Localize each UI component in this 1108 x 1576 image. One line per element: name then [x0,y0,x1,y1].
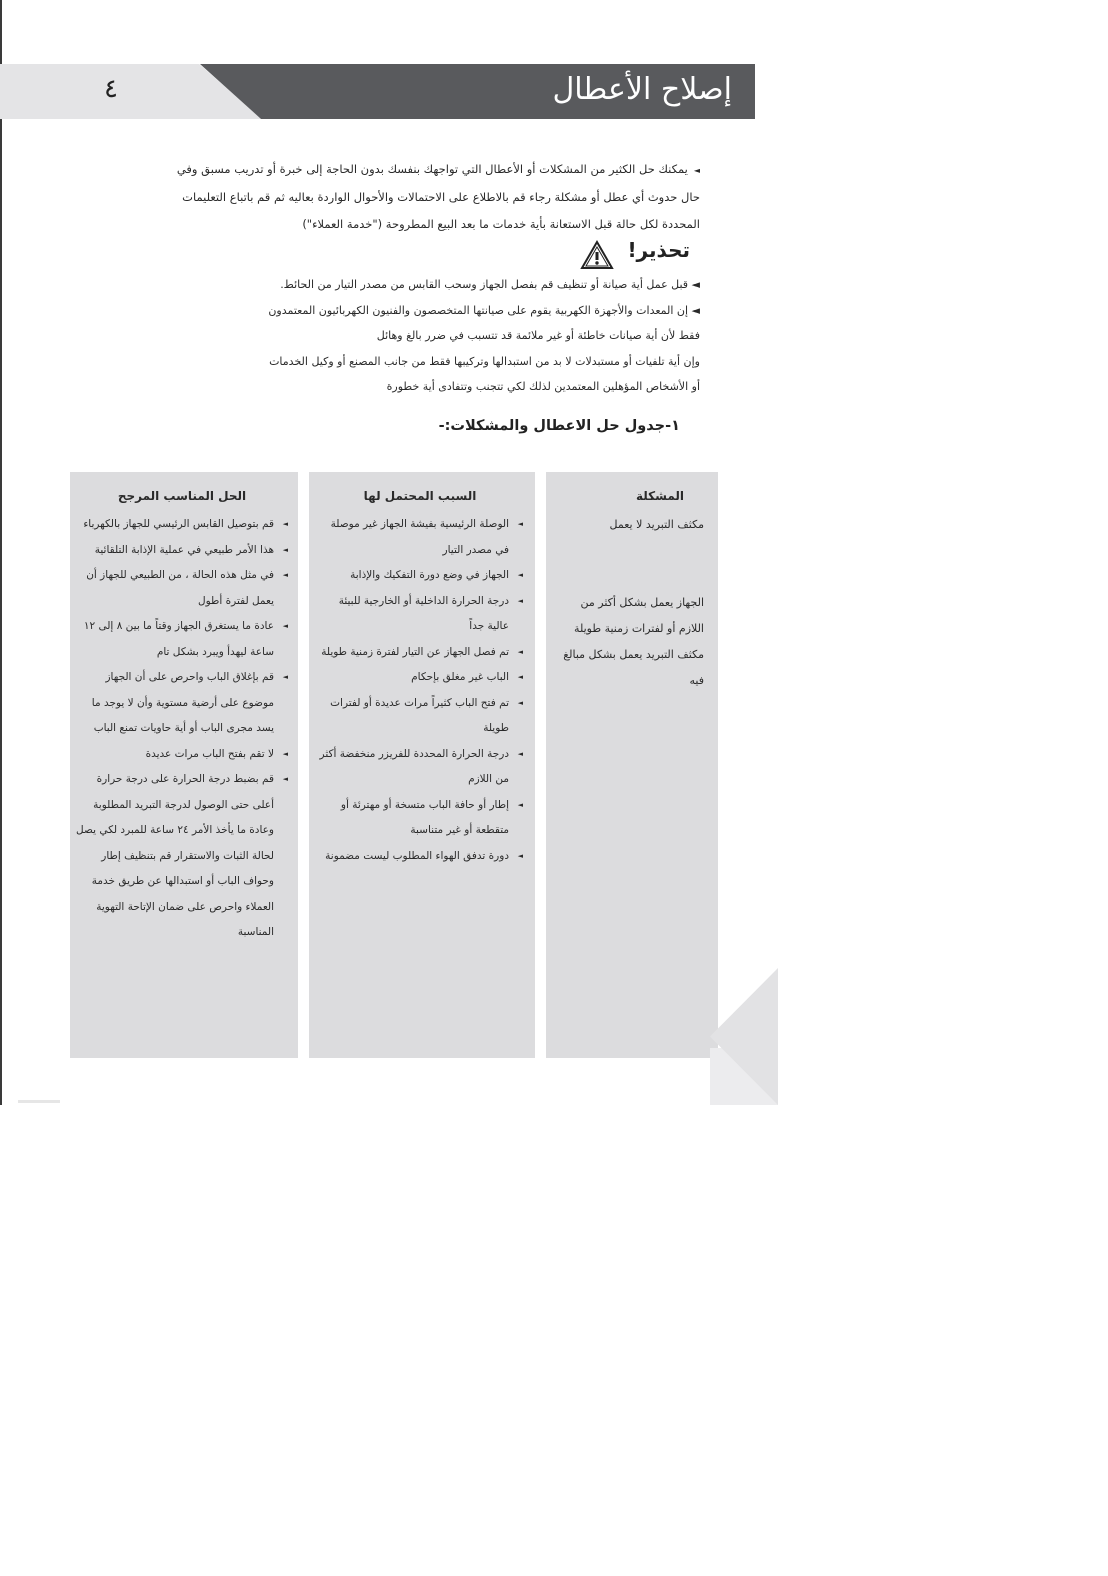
solution-item: ◄ هذا الأمر طبيعي في عملية الإذابة التلقائية [76,538,288,564]
cause-column [309,472,535,1058]
cause-item: ◄ دورة تدفق الهواء المطلوب ليست مضمونة [317,844,523,870]
warning-item: وإن أية تلفيات أو مستبدلات لا بد من استبدالها وتركيبها فقط من جانب المصنع أو وكيل الخدمات [269,354,700,368]
cause-item: ◄ إطار أو حافة الباب متسخة أو مهترئة أو متقطعة أو غير متناسبة [317,793,523,844]
page-number: ٤ [104,74,118,104]
cause-item: ◄ الجهاز في وضع دورة التفكيك والإذابة [317,563,523,589]
cause-item: ◄ درجة الحرارة المحددة للفريزر منخفضة أكثر من اللازم [317,742,523,793]
intro-line: حال حدوث أي عطل أو مشكلة رجاء قم بالاطلاع على الاحتمالات والأحوال الواردة بعاليه ثم قم باتباع التعليمات [182,190,700,204]
section-heading: ١-جدول حل الاعطال والمشكلات:- [438,418,680,434]
problem-item: مكثف التبريد لا يعمل [609,518,704,531]
cause-header: السبب المحتمل لها [363,489,477,503]
warning-heading [560,238,690,272]
problem-header: المشكلة [635,489,684,503]
solution-header: الحل المناسب المرجح [117,489,247,503]
bullet-arrow-icon: ◄ [693,166,700,175]
warning-item: أو الأشخاص المؤهلين المعتمدين لذلك لكي تتجنب وتتفادى أية خطورة [386,380,700,393]
intro-line: المحددة لكل حالة قبل الاستعانة بأية خدمات ما بعد البيع المطروحة ("خدمة العملاء") [302,217,700,231]
cause-item: ◄ الباب غير مغلق بإحكام [317,665,523,691]
warning-item: ◄ إن المعدات والأجهزة الكهربية يقوم على صيانتها المتخصصون والفنيون الكهربائيون المعتمدون [268,303,700,317]
cause-item: ◄ درجة الحرارة الداخلية أو الخارجية للبيئة عالية جداً [317,589,523,640]
warning-title: تحذير! [627,238,690,262]
solution-item: ◄ قم بضبط درجة الحرارة على درجة حرارة أعلى حتى الوصول لدرجة التبريد المطلوبة [76,767,288,818]
solution-item: ◄ في مثل هذه الحالة ، من الطبيعي للجهاز أن يعمل لفترة أطول [76,563,288,614]
page-left-border [0,0,2,1105]
solution-item: ◄ قم بتوصيل القابس الرئيسي للجهاز بالكهرباء [76,512,288,538]
warning-triangle-icon [580,240,614,270]
warning-list [150,272,700,400]
problem-item: مكثف التبريد يعمل بشكل مبالغ فيه [563,648,704,687]
intro-line: ◄يمكنك حل الكثير من المشكلات أو الأعطال التي تواجهك بنفسك بدون الحاجة إلى خبرة أو تدريب مسبق وفي [176,162,700,176]
solution-column [70,472,298,1058]
cause-item: ◄ الوصلة الرئيسية بفيشة الجهاز غير موصلة في مصدر التيار [317,512,523,563]
solution-item: ◄ لا تقم بفتح الباب مرات عديدة [76,742,288,768]
warning-item: ◄ قبل عمل أية صيانة أو تنظيف قم بفصل الجهاز وسحب القابس من مصدر التيار من الحائط. [280,278,700,291]
page-title: إصلاح الأعطال [552,72,732,107]
problem-column [546,472,718,1058]
cause-item: ◄ تم فصل الجهاز عن التيار لفترة زمنية طويلة [317,640,523,666]
problem-item: الجهاز يعمل بشكل أكثر من اللازم أو لفترات زمنية طويلة [574,596,704,635]
cause-item: ◄ تم فتح الباب كثيراً مرات عديدة أو لفترات طويلة [317,691,523,742]
footer-mark [18,1100,60,1103]
warning-item: فقط لأن أية صيانات خاطئة أو غير ملائمة قد تتسبب في ضرر بالغ وهائل [376,329,700,342]
solution-note: وعادة ما يأخذ الأمر ٢٤ ساعة للمبرد لكي يصل لحالة الثبات والاستقرار قم بتنظيف إطار وحواف الباب أو استبدالها عن طريق خدمة العملاء واحرص على ضمان الإتاحة التهوية المناسبة [76,824,274,938]
solution-item: ◄ عادة ما يستغرق الجهاز وقتاً ما بين ٨ إلى ١٢ ساعة ليهدأ ويبرد بشكل تام [76,614,288,665]
solution-item: ◄ قم بإغلاق الباب واحرص على أن الجهاز موضوع على أرضية مستوية وأن لا يوجد ما يسد مجرى الباب أو أية حاويات تمنع الباب [76,665,288,742]
intro-paragraph [110,156,700,238]
